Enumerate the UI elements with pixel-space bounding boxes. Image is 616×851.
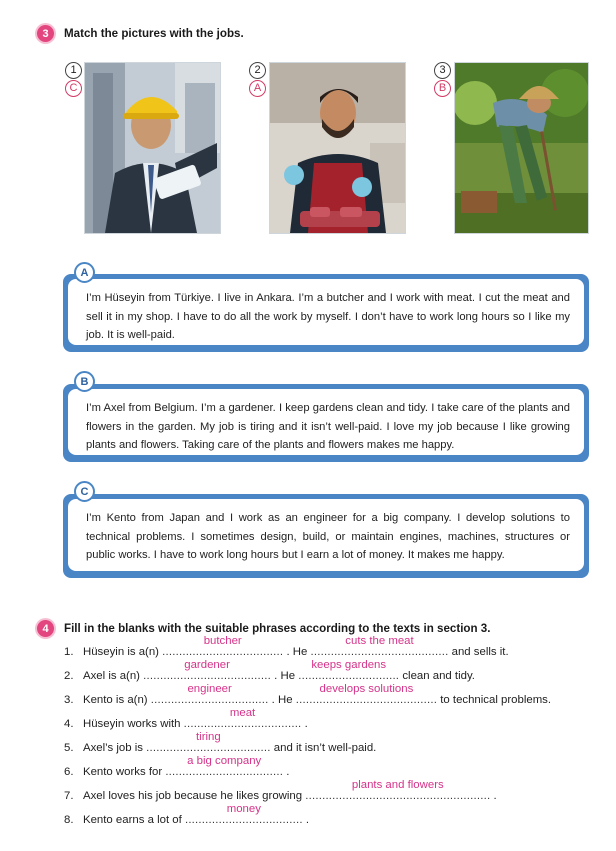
item-text: to technical problems.: [437, 694, 552, 706]
item-text: Hüseyin works with: [83, 718, 184, 730]
item-text: Axel loves his job because he likes growing: [83, 790, 306, 802]
item-text: and sells it.: [448, 646, 509, 658]
text-c-paragraph: I’m Kento from Japan and I work as an engineer for a big company. I develop solutions to technical problems. I sometimes design, build, or maintain engines, machines, structures or public works. I have to work long hours but I earn a lot of money. It makes me happy.: [86, 512, 570, 562]
answer-2a: gardener: [184, 659, 230, 671]
item-text: Kento works for: [83, 766, 166, 778]
picture-1-number: 1: [65, 62, 82, 79]
answer-7: plants and flowers: [351, 779, 444, 791]
fill-item-3: [64, 683, 552, 712]
item-number: 4.: [64, 718, 74, 730]
item-number: 7.: [64, 790, 74, 802]
item-number: 5.: [64, 742, 74, 754]
item-text: .: [490, 790, 497, 802]
gardener-photo: [454, 62, 589, 234]
blank-7[interactable]: ....................................................... plants and flowers: [305, 779, 491, 802]
section-4-number-badge: 4: [37, 620, 54, 637]
section-4-title: Fill in the blanks with the suitable phrases according to the texts in section 3.: [64, 622, 491, 635]
engineer-photo: [84, 62, 221, 234]
answer-5: tiring: [196, 731, 221, 743]
picture-1-answer-letter: C: [65, 80, 82, 97]
blank-3a[interactable]: ................................... engineer: [150, 683, 269, 706]
butcher-photo: [269, 62, 406, 234]
blank-1a[interactable]: .................................... butcher: [162, 635, 284, 658]
item-number: 8.: [64, 814, 74, 826]
item-text: .: [302, 814, 310, 826]
blank-2a[interactable]: ...................................... gardener: [143, 659, 271, 682]
blank-5[interactable]: ..................................... tiring: [146, 731, 271, 754]
blank-1b[interactable]: ......................................... cuts the meat: [310, 635, 449, 658]
text-card-b: [63, 384, 589, 462]
fill-item-6: [64, 755, 290, 784]
text-card-a-body: [68, 279, 584, 345]
item-text: Axel’s job is: [83, 742, 147, 754]
answer-8: money: [226, 803, 261, 815]
answer-4: meat: [229, 707, 256, 719]
item-text: Kento earns a lot of: [83, 814, 185, 826]
item-text: .: [283, 766, 290, 778]
answer-3a: engineer: [187, 683, 232, 695]
picture-3-number: 3: [434, 62, 451, 79]
picture-3-answer-letter: B: [434, 80, 451, 97]
blank-3b[interactable]: .......................................... develops solutions: [295, 683, 438, 706]
item-text: . He: [271, 670, 299, 682]
text-b-paragraph: I’m Axel from Belgium. I’m a gardener. I keep gardens clean and tidy. I take care of the plants and flowers in the garden. My job is tiring and it isn’t well-paid. I love my job because I like growing plants and flowers. Taking care of the plants and flowers makes me happy.: [86, 402, 570, 452]
picture-2-answer-letter: A: [249, 80, 266, 97]
item-number: 6.: [64, 766, 74, 778]
text-card-a: [63, 274, 589, 352]
text-card-c-body: [68, 499, 584, 571]
item-text: . He: [268, 694, 296, 706]
blank-8[interactable]: ................................... money: [184, 803, 303, 826]
blank-6[interactable]: ................................... a big company: [165, 755, 284, 778]
answer-6: a big company: [187, 755, 262, 767]
text-card-b-body: [68, 389, 584, 455]
fill-item-1: [64, 635, 509, 664]
text-b-letter-badge: B: [74, 371, 95, 392]
answer-3b: develops solutions: [319, 683, 414, 695]
blank-4[interactable]: ................................... meat: [183, 707, 302, 730]
fill-item-8: [64, 803, 310, 832]
item-text: .: [301, 718, 308, 730]
answer-1b: cuts the meat: [345, 635, 414, 647]
item-number: 2.: [64, 670, 74, 682]
text-card-c: [63, 494, 589, 578]
text-a-letter-badge: A: [74, 262, 95, 283]
item-number: 3.: [64, 694, 74, 706]
section-3-number-badge: 3: [37, 25, 54, 42]
answer-1a: butcher: [203, 635, 242, 647]
answer-2b: keeps gardens: [311, 659, 387, 671]
item-text: and it isn’t well-paid.: [270, 742, 377, 754]
item-text: clean and tidy.: [399, 670, 475, 682]
item-text: Axel is a(n): [83, 670, 144, 682]
section-3-title: Match the pictures with the jobs.: [64, 27, 244, 40]
text-c-letter-badge: C: [74, 481, 95, 502]
item-text: . He: [283, 646, 311, 658]
blank-2b[interactable]: .............................. keeps gardens: [298, 659, 400, 682]
item-text: Hüseyin is a(n): [83, 646, 163, 658]
item-text: Kento is a(n): [83, 694, 151, 706]
item-number: 1.: [64, 646, 74, 658]
text-a-paragraph: I’m Hüseyin from Türkiye. I live in Ankara. I’m a butcher and I work with meat. I cut the meat and sell it in my shop. I have to do all the work by myself. I don’t have to work long hours so I like my job. It is well-paid.: [86, 292, 570, 342]
picture-2-number: 2: [249, 62, 266, 79]
